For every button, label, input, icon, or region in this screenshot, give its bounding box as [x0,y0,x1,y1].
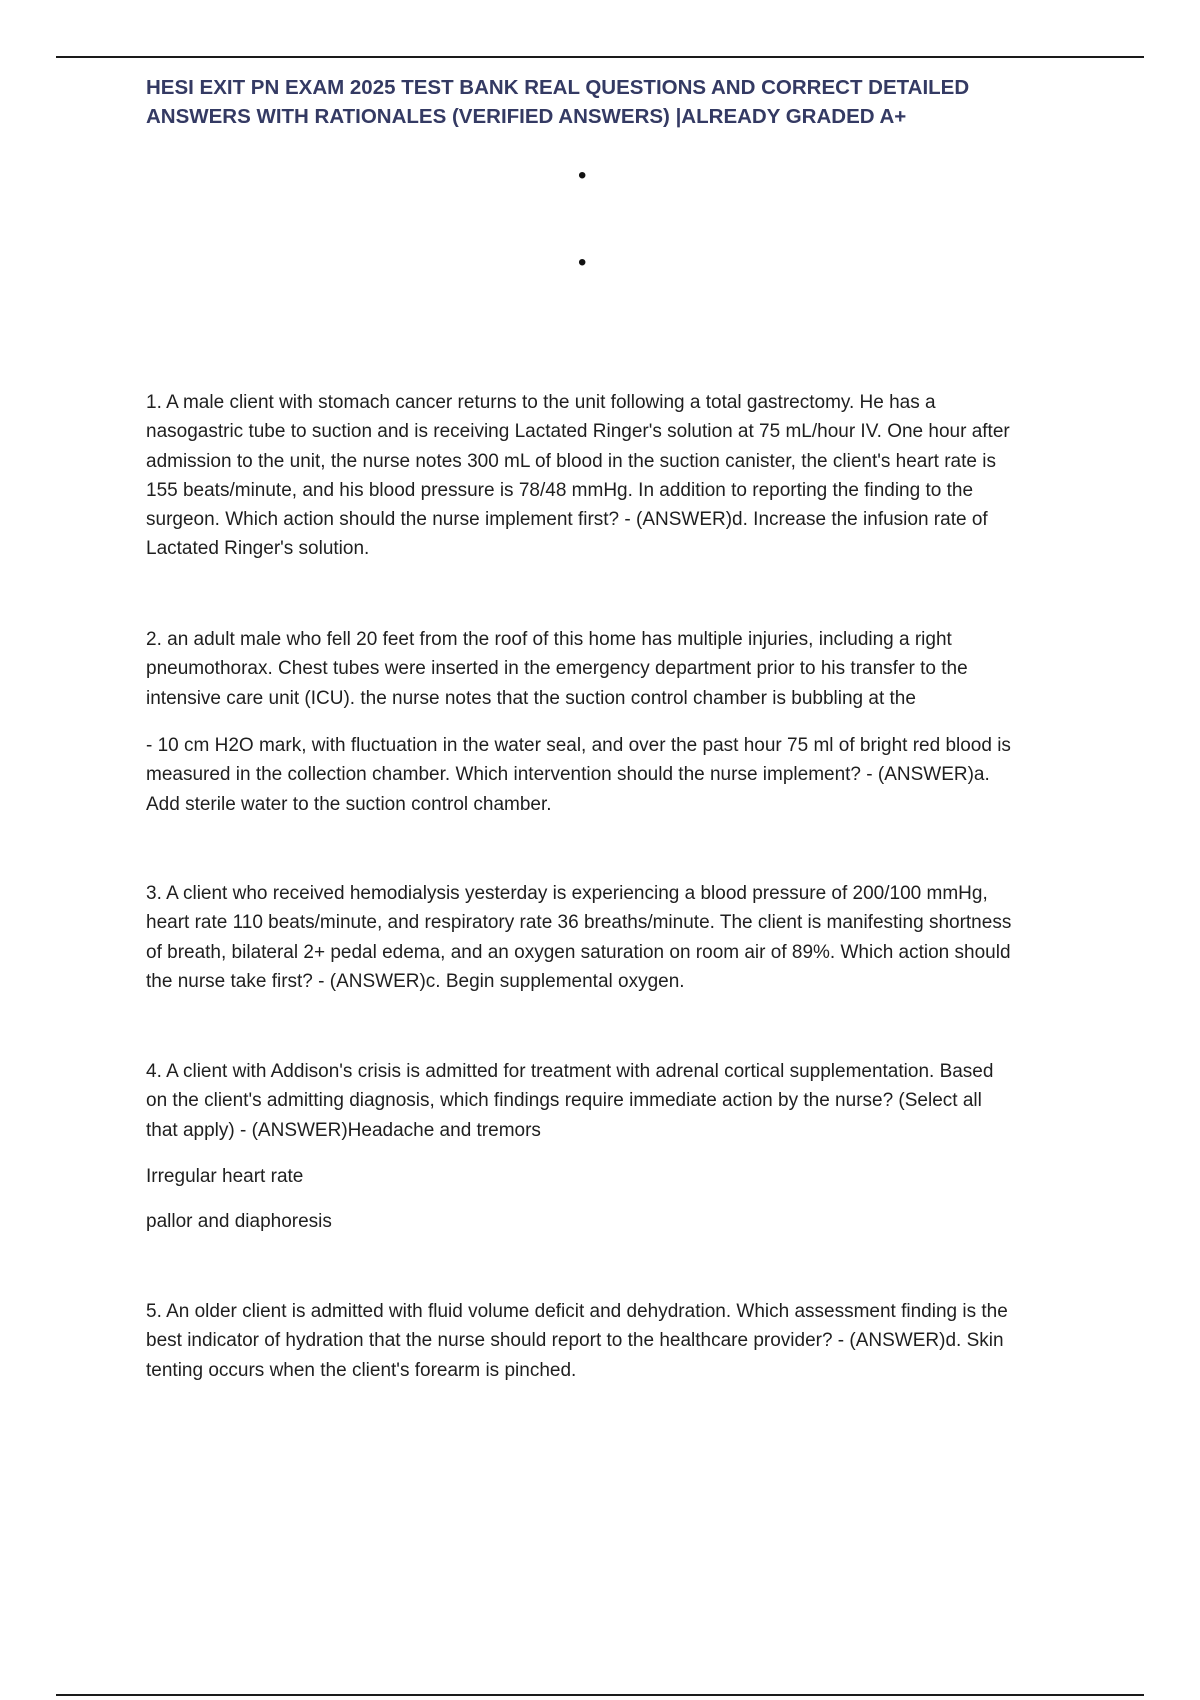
question-line: measured in the collection chamber. Which intervention should the nurse implement? - (ANSWER)a. [146,764,990,786]
answer-option [146,1207,1096,1236]
question-line: heart rate 110 beats/minute, and respiratory rate 36 breaths/minute. The client is manifesting shortness [146,912,1012,934]
question-line: 1. A male client with stomach cancer returns to the unit following a total gastrectomy. He has a [146,392,936,413]
question-line: surgeon. Which action should the nurse implement first? - (ANSWER)d. Increase the infusion rate of [146,509,988,531]
question-line: nasogastric tube to suction and is receiving Lactated Ringer's solution at 75 mL/hour IV. One hour after [146,421,1010,443]
question-line: - 10 cm H2O mark, with fluctuation in the water seal, and over the past hour 75 ml of bright red blood is [146,735,1011,756]
answer-option [146,1162,1096,1191]
question-1 [146,388,1096,564]
question-line: pneumothorax. Chest tubes were inserted in the emergency department prior to his transfer to the [146,658,968,680]
question-line: 155 beats/minute, and his blood pressure is 78/48 mmHg. In addition to reporting the finding to the [146,479,974,501]
question-4 [146,1057,1096,1145]
question-line: tenting occurs when the client's forearm is pinched. [146,1359,577,1381]
question-5 [146,1297,1096,1385]
question-2-continued [146,731,1096,819]
question-line: 2. an adult male who fell 20 feet from the roof of this home has multiple injuries, including a right [146,629,952,650]
document-title [146,73,1086,131]
question-line: intensive care unit (ICU). the nurse notes that the suction control chamber is bubbling at the [146,687,916,709]
answer-line: pallor and diaphoresis [146,1211,332,1232]
question-line: Add sterile water to the suction control chamber. [146,793,552,815]
question-line: 5. An older client is admitted with fluid volume deficit and dehydration. Which assessment finding is the [146,1301,1008,1322]
title-line: HESI EXIT PN EXAM 2025 TEST BANK REAL QUESTIONS AND CORRECT DETAILED [146,76,970,99]
title-line: ANSWERS WITH RATIONALES (VERIFIED ANSWERS) |ALREADY GRADED A+ [146,105,907,128]
question-line: Lactated Ringer's solution. [146,538,370,560]
bottom-rule [56,1694,1144,1696]
question-3 [146,879,1096,996]
question-line: that apply) - (ANSWER)Headache and tremors [146,1119,541,1141]
question-line: of breath, bilateral 2+ pedal edema, and an oxygen saturation on room air of 89%. Which action should [146,941,1011,963]
question-line: 4. A client with Addison's crisis is admitted for treatment with adrenal cortical supplementation. Based [146,1061,994,1082]
question-line: admission to the unit, the nurse notes 300 mL of blood in the suction canister, the client's heart rate is [146,450,996,472]
question-line: 3. A client who received hemodialysis yesterday is experiencing a blood pressure of 200/100 mmHg, [146,883,988,904]
question-line: the nurse take first? - (ANSWER)c. Begin supplemental oxygen. [146,970,685,992]
question-line: on the client's admitting diagnosis, which findings require immediate action by the nurse? (Select all [146,1090,982,1112]
bullet-point: • [578,249,587,276]
bullet-point: • [578,162,587,189]
question-line: best indicator of hydration that the nurse should report to the healthcare provider? - (ANSWER)d. Skin [146,1330,1004,1352]
top-rule [56,56,1144,58]
answer-line: Irregular heart rate [146,1166,304,1187]
question-2 [146,625,1096,713]
